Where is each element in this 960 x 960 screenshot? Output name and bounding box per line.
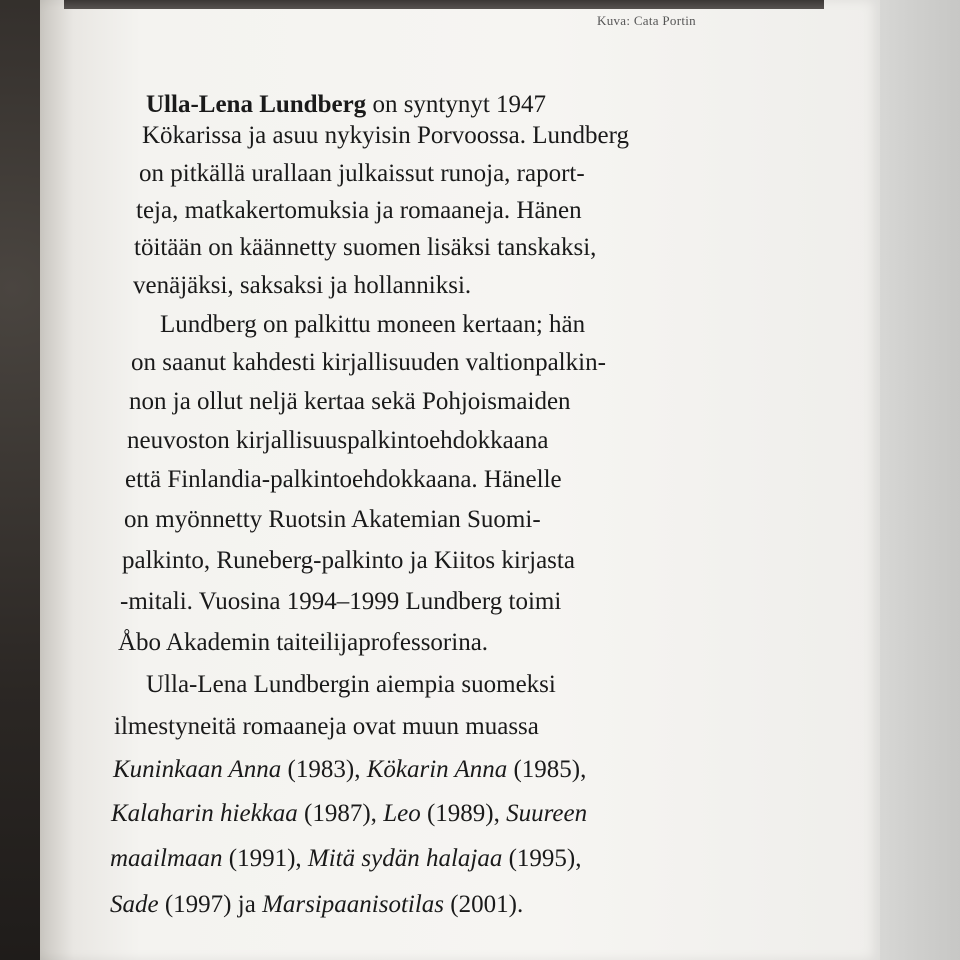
p2-line-7: palkinto, Runeberg-palkinto ja Kiitos kirjasta: [122, 547, 575, 574]
p2-line-5: että Finlandia-palkintoehdokkaana. Hänelle: [125, 466, 562, 493]
p2-line-3: non ja ollut neljä kertaa sekä Pohjoismaiden: [129, 388, 571, 415]
book-title: maailmaan: [110, 845, 223, 872]
p3-line-3: [113, 755, 586, 785]
book-title: Mitä sydän halajaa: [307, 845, 503, 872]
book-title: Sade: [110, 891, 159, 918]
p1-line-6: venäjäksi, saksaksi ja hollanniksi.: [133, 272, 472, 299]
p1-line-1-rest: on syntynyt 1947: [366, 91, 547, 118]
p2-line-6: on myönnetty Ruotsin Akatemian Suomi-: [124, 506, 541, 533]
book-title: Kökarin Anna: [366, 756, 508, 783]
book-title: Suureen: [506, 800, 588, 827]
p1-line-3: on pitkällä urallaan julkaissut runoja, raport-: [139, 160, 585, 187]
book-year: (2001).: [444, 891, 524, 918]
p1-line-4: teja, matkakertomuksia ja romaaneja. Hänen: [136, 197, 582, 224]
book-year: (1991),: [222, 845, 308, 872]
p3-line-2: ilmestyneitä romaaneja ovat muun muassa: [114, 713, 539, 740]
book-year: (1985),: [507, 756, 587, 783]
p2-line-9: Åbo Akademin taiteilijaprofessorina.: [118, 629, 489, 656]
p2-line-4: neuvoston kirjallisuuspalkintoehdokkaana: [127, 427, 549, 454]
book-year: (1995),: [502, 845, 582, 872]
p3-line-5: [110, 844, 582, 874]
author-name: Ulla-Lena Lundberg: [146, 91, 367, 118]
p2-line-1: Lundberg on palkittu moneen kertaan; hän: [160, 311, 586, 338]
book-title: Leo: [383, 800, 421, 827]
p1-line-5: töitään on käännetty suomen lisäksi tanskaksi,: [134, 234, 597, 261]
p3-line-6: [110, 890, 523, 920]
book-year: (1989),: [420, 800, 507, 827]
p1-line-2: Kökarissa ja asuu nykyisin Porvoossa. Lundberg: [142, 122, 629, 149]
p3-line-4: [111, 799, 587, 829]
book-year: (1983),: [281, 756, 367, 783]
p1-line-1: [146, 90, 546, 120]
photo-credit: Kuva: Cata Portin: [597, 13, 696, 28]
p2-line-2: on saanut kahdesti kirjallisuuden valtionpalkin-: [131, 349, 606, 376]
p2-line-8: -mitali. Vuosina 1994–1999 Lundberg toimi: [120, 588, 562, 615]
book-title: Kuninkaan Anna: [113, 756, 282, 783]
book-title: Kalaharin hiekkaa: [111, 800, 298, 827]
book-year: (1987),: [297, 800, 384, 827]
book-year: (1997) ja: [158, 891, 263, 918]
p3-line-1: Ulla-Lena Lundbergin aiempia suomeksi: [146, 671, 556, 698]
book-title: Marsipaanisotilas: [262, 891, 445, 918]
